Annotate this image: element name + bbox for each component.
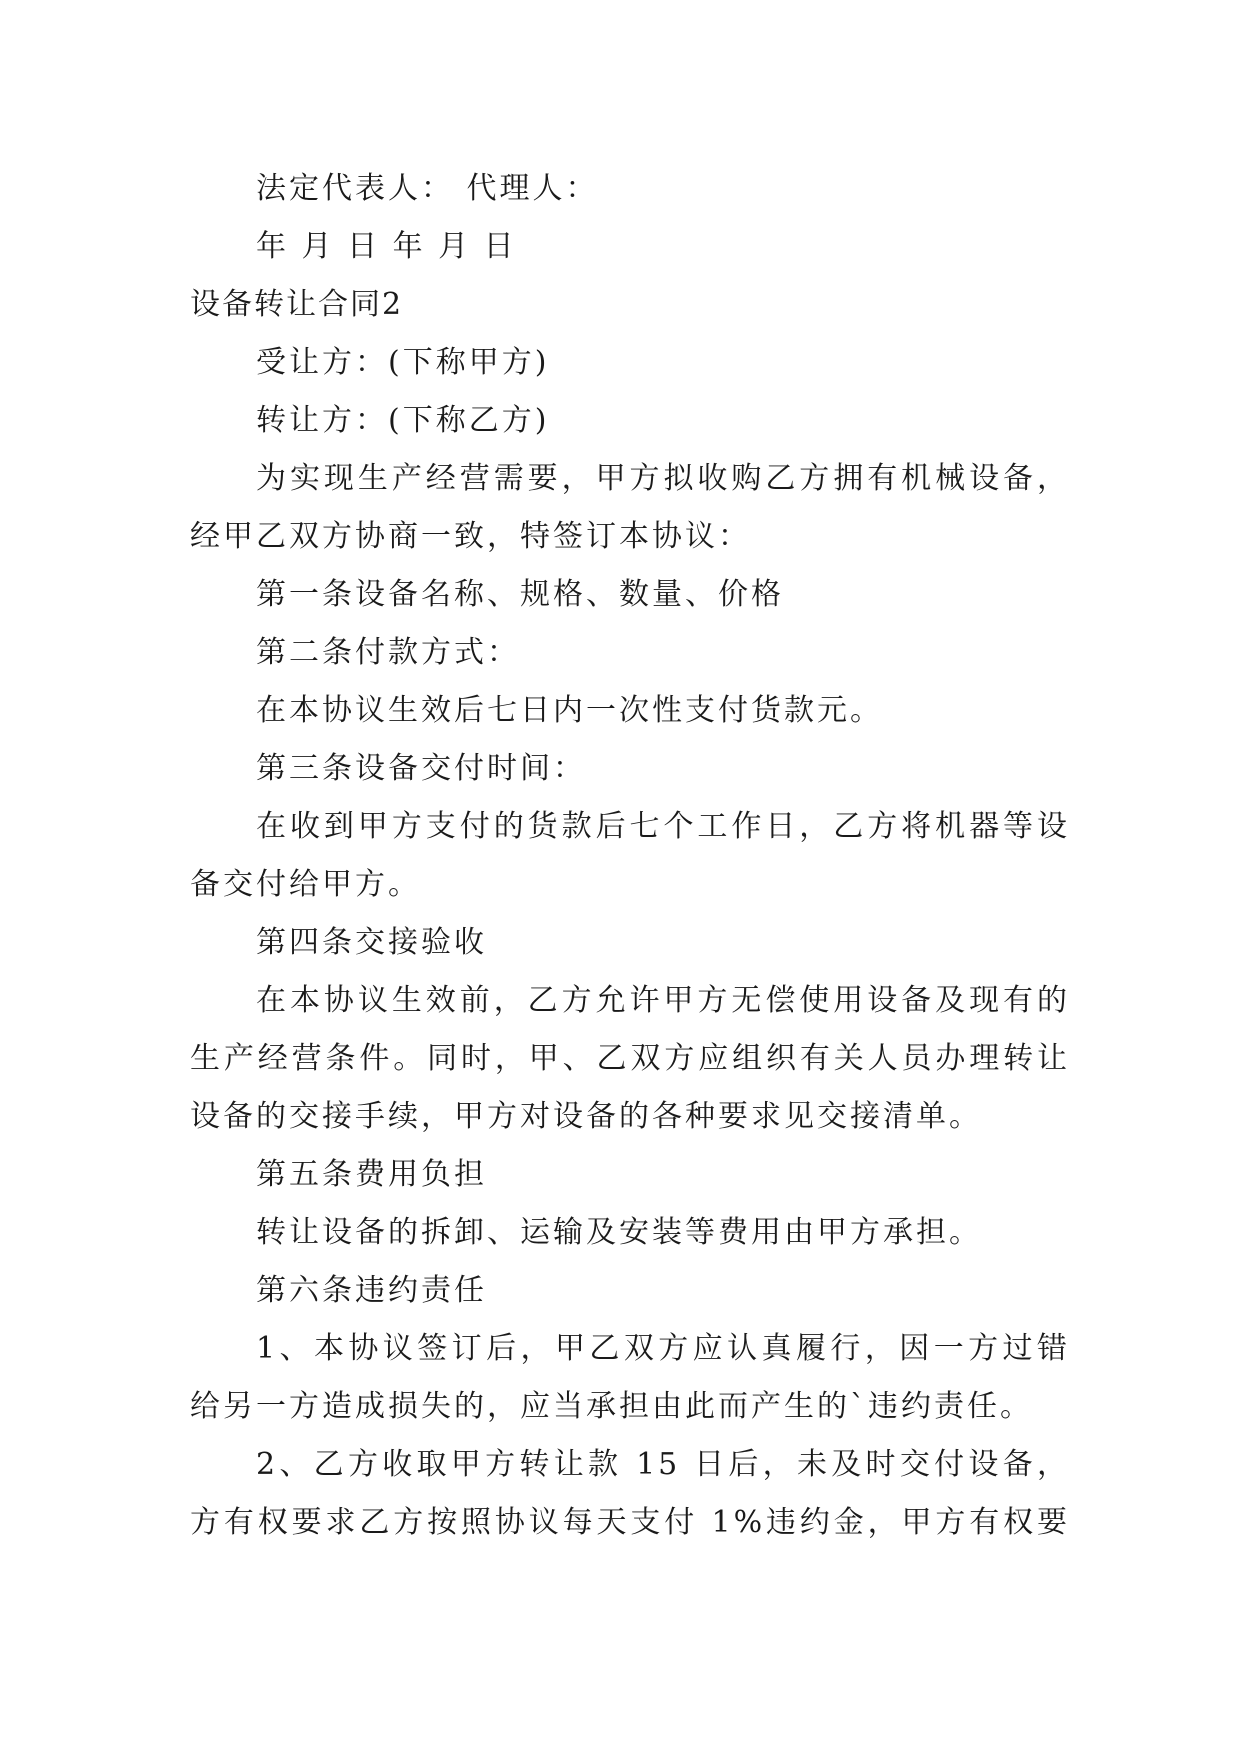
- article-heading: 第三条设备交付时间：: [256, 751, 586, 786]
- paragraph-line: 转让设备的拆卸、运输及安装等费用由甲方承担。: [256, 1215, 982, 1250]
- paragraph-line: 在收到甲方支付的货款后七个工作日，乙方将机器等设: [256, 809, 1070, 844]
- paragraph-line: 生产经营条件。同时，甲、乙双方应组织有关人员办理转让: [190, 1041, 1070, 1076]
- paragraph-line: 方有权要求乙方按照协议每天支付 1%违约金，甲方有权要: [190, 1505, 1070, 1540]
- paragraph-line: 设备的交接手续，甲方对设备的各种要求见交接清单。: [190, 1099, 982, 1134]
- document-body: [190, 160, 1070, 1552]
- article-heading: 第五条费用负担: [256, 1157, 487, 1192]
- party-transferor: 转让方：(下称乙方): [256, 403, 550, 438]
- paragraph-line: 在本协议生效前，乙方允许甲方无偿使用设备及现有的: [256, 983, 1070, 1018]
- paragraph-line: 在本协议生效后七日内一次性支付货款元。: [256, 693, 883, 728]
- contract-title: 设备转让合同2: [190, 287, 404, 322]
- paragraph-line: 备交付给甲方。: [190, 867, 421, 902]
- paragraph-line: 为实现生产经营需要，甲方拟收购乙方拥有机械设备，: [256, 461, 1070, 496]
- paragraph-line: 经甲乙双方协商一致，特签订本协议：: [190, 519, 751, 554]
- article-heading: 第一条设备名称、规格、数量、价格: [256, 577, 784, 612]
- signature-line: 法定代表人： 代理人：: [256, 171, 599, 206]
- party-transferee: 受让方：(下称甲方): [256, 345, 550, 380]
- paragraph-line: 2、乙方收取甲方转让款 15 日后，未及时交付设备，: [256, 1447, 1070, 1482]
- article-heading: 第四条交接验收: [256, 925, 487, 960]
- article-heading: 第二条付款方式：: [256, 635, 520, 670]
- date-line: 年 月 日 年 月 日: [256, 229, 517, 264]
- article-heading: 第六条违约责任: [256, 1273, 487, 1308]
- paragraph-line: 给另一方造成损失的，应当承担由此而产生的`违约责任。: [190, 1389, 1033, 1424]
- paragraph-line: 1、本协议签订后，甲乙双方应认真履行，因一方过错: [256, 1331, 1070, 1366]
